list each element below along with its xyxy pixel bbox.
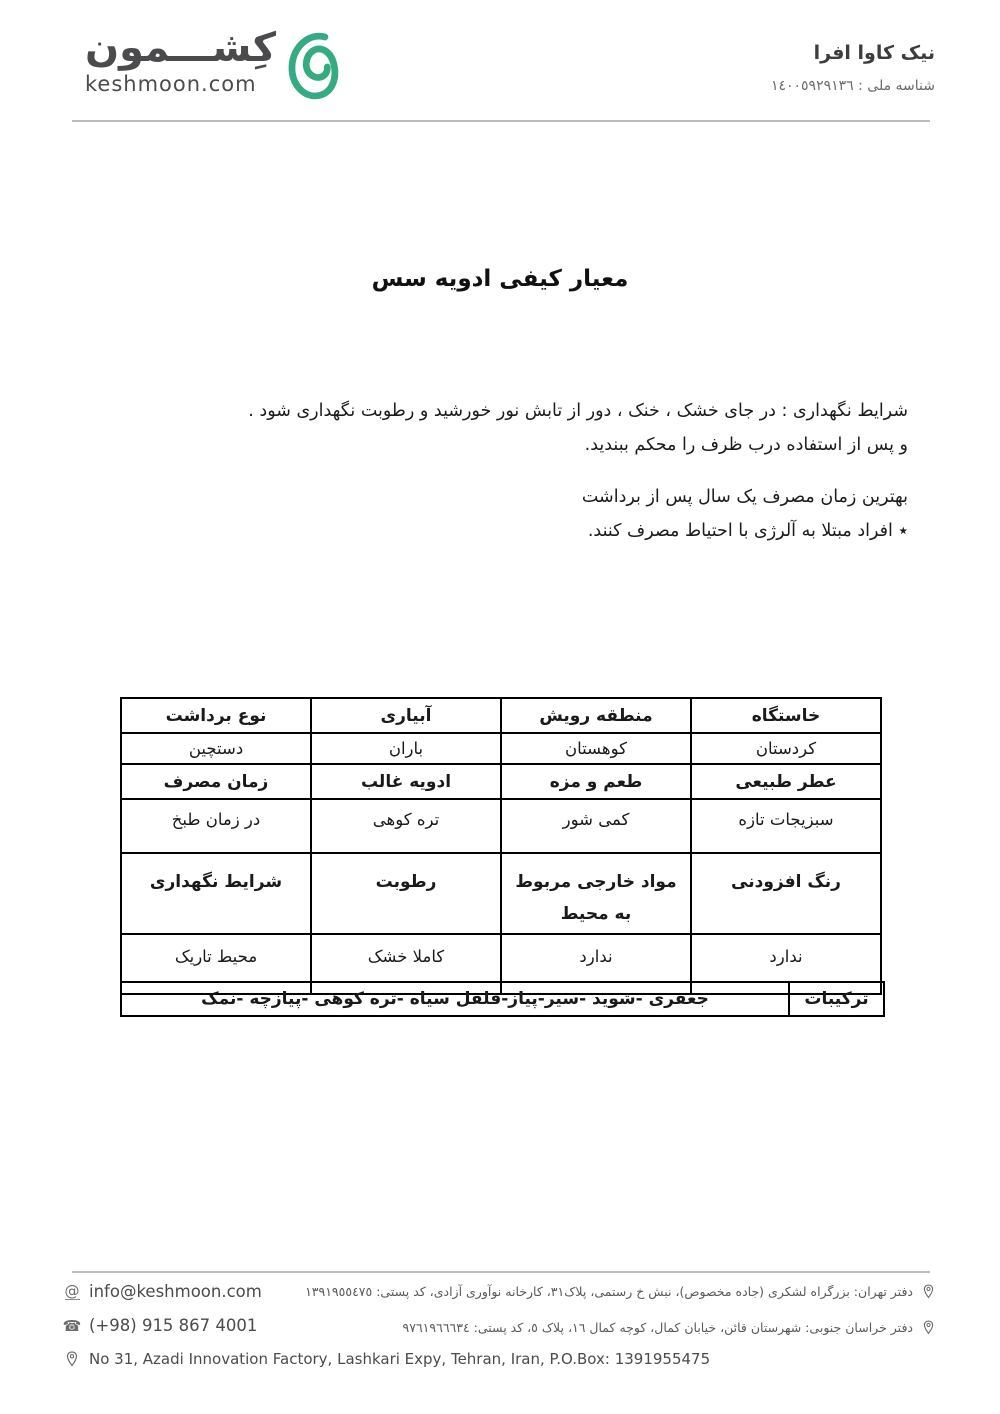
company-block — [771, 42, 935, 94]
header-foreign-matter: مواد خارجی مربوط به محیط — [501, 853, 691, 934]
storage-line-1: شرایط نگهداری : در جای خشک ، خنک ، دور از تابش نور خورشید و رطوبت نگهداری شود . — [248, 401, 908, 421]
value-humidity: کاملا خشک — [311, 934, 501, 994]
table-row — [121, 799, 881, 853]
company-national-id: شناسه ملی : ١٤٠٠٥٩٢٩١٣٦ — [770, 78, 935, 94]
table-row — [121, 764, 881, 799]
phone-icon: ☎ — [62, 1316, 82, 1335]
value-irrigation: باران — [311, 733, 501, 764]
header-humidity: رطوبت — [311, 853, 501, 934]
footer-address-tehran-line — [305, 1284, 936, 1299]
header-dominant-spice: ادویه غالب — [311, 764, 501, 799]
value-natural-aroma: سبزیجات تازه — [691, 799, 881, 853]
phone-number: (+98) 915 867 4001 — [89, 1316, 258, 1335]
table-row — [121, 698, 881, 733]
usage-paragraph — [582, 480, 908, 548]
header-additive-color: رنگ افزودنی — [691, 853, 881, 934]
header-taste: طعم و مزه — [501, 764, 691, 799]
company-name: نیک کاوا افرا — [813, 42, 935, 64]
value-additive-color: ندارد — [691, 934, 881, 994]
value-taste: کمی شور — [501, 799, 691, 853]
storage-conditions-paragraph — [248, 394, 908, 462]
table-row — [121, 733, 881, 764]
footer-address-block — [305, 1284, 936, 1356]
storage-line-2: و پس از استفاده درب ظرف را محکم ببندید. — [584, 435, 908, 455]
usage-line-2: ٭ افراد مبتلا به آلرژی با احتیاط مصرف کنند. — [587, 521, 908, 541]
header-irrigation: آبیاری — [311, 698, 501, 733]
header-harvest-type: نوع برداشت — [121, 698, 311, 733]
value-usage-time: در زمان طبخ — [121, 799, 311, 853]
brand-wordmark: کِشـــمون — [85, 25, 277, 71]
location-pin-icon — [64, 1351, 80, 1367]
value-dominant-spice: تره کوهی — [311, 799, 501, 853]
location-pin-icon — [920, 1284, 936, 1299]
footer-divider — [72, 1271, 930, 1273]
header-natural-aroma: عطر طبیعی — [691, 764, 881, 799]
value-foreign-matter: ندارد — [501, 934, 691, 994]
address-tehran: دفتر تهران: بزرگراه لشکری (جاده مخصوص)، نبش خ رستمی، پلاک٣١، کارخانه نوآوری آزادی، کد پستی: ١٣٩١٩٥٥٤٧٥ — [305, 1284, 913, 1299]
table-row — [121, 853, 881, 934]
usage-line-1: بهترین زمان مصرف یک سال پس از برداشت — [581, 487, 908, 507]
footer-address-khorasan-line — [305, 1320, 936, 1335]
address-english: No 31, Azadi Innovation Factory, Lashkari Expy, Tehran, Iran, P.O.Box: 1391955475 — [89, 1350, 711, 1368]
email-icon: @ — [64, 1281, 80, 1300]
composition-row — [120, 981, 885, 1017]
quality-spec-table — [120, 697, 882, 995]
header-growth-region: منطقه رویش — [501, 698, 691, 733]
header-storage-conditions: شرایط نگهداری — [121, 853, 311, 934]
address-khorasan: دفتر خراسان جنوبی: شهرستان قائن، خیابان کمال، کوچه کمال ١٦، پلاک ٥، کد پستی: ٩٧٦١٩٦٦٦٣٤ — [402, 1320, 913, 1335]
value-harvest-type: دستچین — [121, 733, 311, 764]
page-title: معیار کیفی ادویه سس — [371, 266, 629, 292]
composition-value: جعفری -شوید -سیر-پیاز-فلفل سیاه -تره کوهی -پیازچه -نمک — [120, 981, 788, 1017]
value-storage-conditions: محیط تاریک — [121, 934, 311, 994]
composition-label: ترکیبات — [788, 981, 885, 1017]
value-growth-region: کوهستان — [501, 733, 691, 764]
header-origin: خاستگاه — [691, 698, 881, 733]
location-pin-icon — [920, 1320, 936, 1335]
value-origin: کردستان — [691, 733, 881, 764]
email-address: info@keshmoon.com — [89, 1282, 262, 1301]
keshmoon-spiral-icon — [286, 28, 340, 110]
brand-logo — [85, 26, 340, 110]
header-usage-time: زمان مصرف — [121, 764, 311, 799]
brand-domain: keshmoon.com — [85, 72, 257, 96]
header-divider — [72, 120, 930, 122]
